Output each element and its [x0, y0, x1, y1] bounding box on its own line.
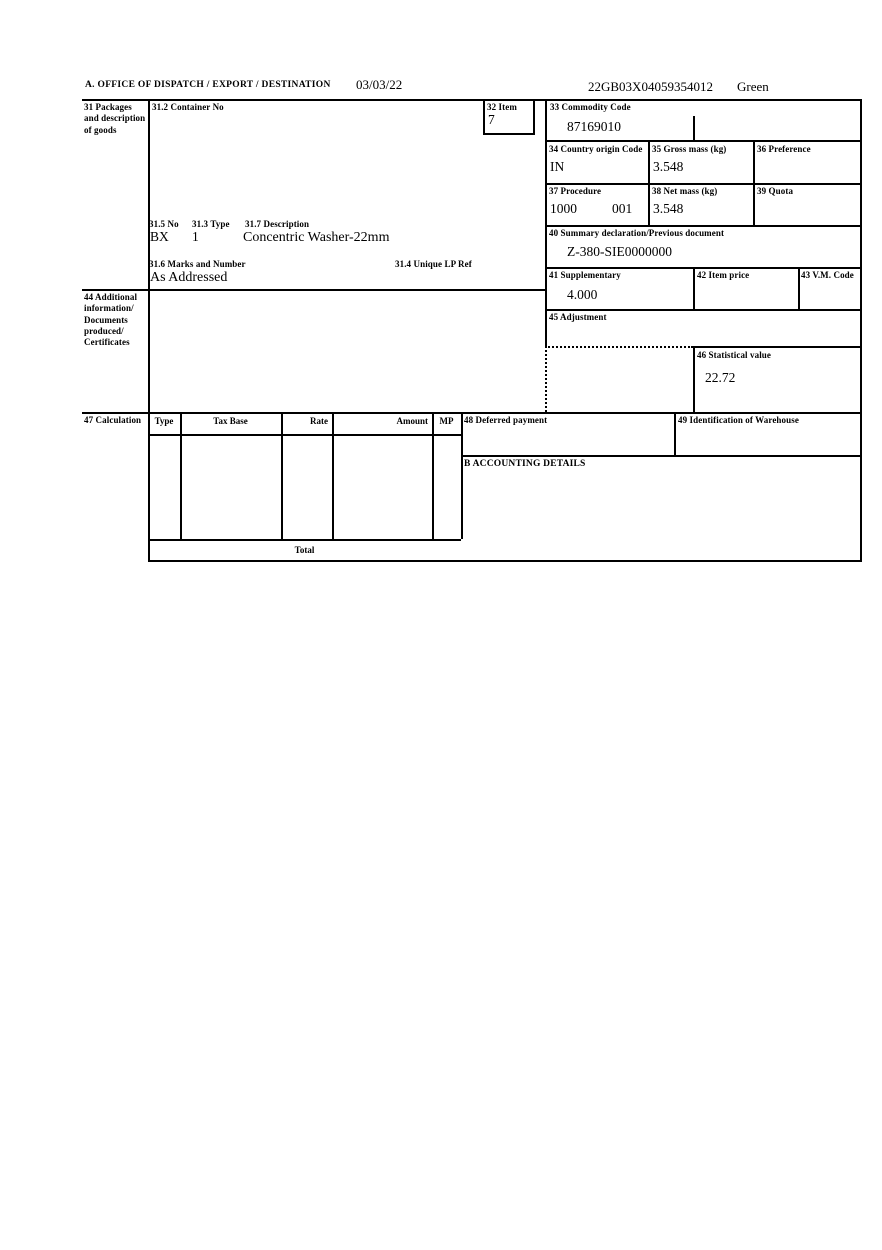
box32-bottom-border — [483, 133, 535, 135]
col48-49-divider — [674, 412, 676, 455]
col34-37-divider — [648, 140, 650, 225]
row34-bottom-border — [545, 183, 862, 185]
box37-label: 37 Procedure — [549, 186, 602, 196]
box48-label: 48 Deferred payment — [464, 415, 548, 425]
box31-5-value: BX — [150, 229, 169, 244]
box38-label: 38 Net mass (kg) — [652, 186, 718, 196]
box32-label: 32 Item — [487, 102, 517, 112]
box33-label: 33 Commodity Code — [550, 102, 631, 112]
calc-col-taxbase-divider — [281, 412, 283, 539]
calc-header-type: Type — [154, 416, 174, 426]
box31-7-label: 31.7 Description — [245, 219, 310, 229]
box31-bottom-border — [82, 289, 545, 291]
row48-bottom-border — [461, 455, 862, 457]
box39-label: 39 Quota — [757, 186, 794, 196]
col35-38-divider — [753, 140, 755, 225]
box37-value-1: 1000 — [550, 201, 577, 216]
box44-bottom-border — [82, 412, 862, 414]
calc-table-right-border — [461, 412, 463, 539]
form-top-border — [82, 99, 862, 101]
dispatch-date: 03/03/22 — [356, 77, 403, 92]
box32-left-border — [483, 99, 485, 133]
box46-left-border — [693, 346, 695, 412]
form-right-border — [860, 99, 862, 560]
box31-7-value: Concentric Washer-22mm — [243, 230, 390, 245]
box40-bottom-border — [545, 267, 862, 269]
box45-label: 45 Adjustment — [549, 312, 607, 322]
box31-5-label: 31.5 No — [149, 219, 179, 229]
routing-status: Green — [737, 79, 769, 94]
adjustment-dotted-vertical — [545, 346, 547, 412]
col41-42-divider — [693, 267, 695, 309]
accounting-details-heading: B ACCOUNTING DETAILS — [464, 459, 586, 469]
box34-label: 34 Country origin Code — [549, 144, 643, 154]
box35-label: 35 Gross mass (kg) — [652, 144, 727, 154]
box31-6-value: As Addressed — [150, 270, 228, 285]
row37-bottom-border — [545, 225, 862, 227]
left-column-divider — [148, 99, 150, 562]
calc-col-rate-divider — [332, 412, 334, 539]
calc-header-bottom-border — [148, 434, 461, 436]
calc-header-mp: MP — [439, 416, 454, 426]
box46-label: 46 Statistical value — [697, 350, 771, 360]
box43-label: 43 V.M. Code — [801, 270, 854, 280]
box44-label: 44 Additional information/ Documents produced/ Certificates — [84, 292, 138, 347]
box32-value: 7 — [488, 112, 495, 127]
form-bottom-border — [148, 560, 862, 562]
adjustment-dotted-horizontal — [545, 346, 693, 348]
box42-label: 42 Item price — [697, 270, 750, 280]
box31-4-label: 31.4 Unique LP Ref — [395, 259, 472, 269]
box37-value-2: 001 — [612, 201, 633, 216]
box36-label: 36 Preference — [757, 144, 811, 154]
box49-label: 49 Identification of Warehouse — [678, 415, 799, 425]
center-column-divider — [545, 99, 547, 346]
box46-top-border — [693, 346, 862, 348]
box47-label: 47 Calculation — [84, 415, 142, 425]
row41-bottom-border — [545, 309, 862, 311]
box31-label: 31 Packages and description of goods — [84, 102, 146, 135]
calc-header-taxbase: Tax Base — [213, 416, 248, 426]
box34-value: IN — [550, 159, 565, 174]
box40-value: Z-380-SIE0000000 — [567, 244, 672, 259]
mrn-number: 22GB03X04059354012 — [588, 79, 713, 94]
box32-right-border — [533, 99, 535, 133]
box46-value: 22.72 — [705, 370, 736, 385]
calc-col-amount-divider — [432, 412, 434, 539]
box41-label: 41 Supplementary — [549, 270, 621, 280]
box31-3-label: 31.3 Type — [192, 219, 230, 229]
box35-value: 3.548 — [653, 159, 684, 174]
calc-col-type-divider — [180, 412, 182, 539]
box33-bottom-border — [545, 140, 862, 142]
box31-2-label: 31.2 Container No — [152, 102, 224, 112]
box31-6-label: 31.6 Marks and Number — [149, 259, 246, 269]
box31-3-value: 1 — [192, 229, 199, 244]
box33-inner-divider — [693, 116, 695, 140]
calc-header-rate: Rate — [310, 416, 328, 426]
box40-label: 40 Summary declaration/Previous document — [549, 228, 725, 238]
box33-value: 87169010 — [567, 119, 621, 134]
calc-body-bottom-border — [148, 539, 461, 541]
calc-header-amount: Amount — [396, 416, 428, 426]
office-of-dispatch-heading: A. OFFICE OF DISPATCH / EXPORT / DESTINATION — [85, 80, 331, 90]
box38-value: 3.548 — [653, 201, 684, 216]
calc-total-label: Total — [294, 545, 315, 555]
box41-value: 4.000 — [567, 287, 598, 302]
col42-43-divider — [798, 267, 800, 309]
